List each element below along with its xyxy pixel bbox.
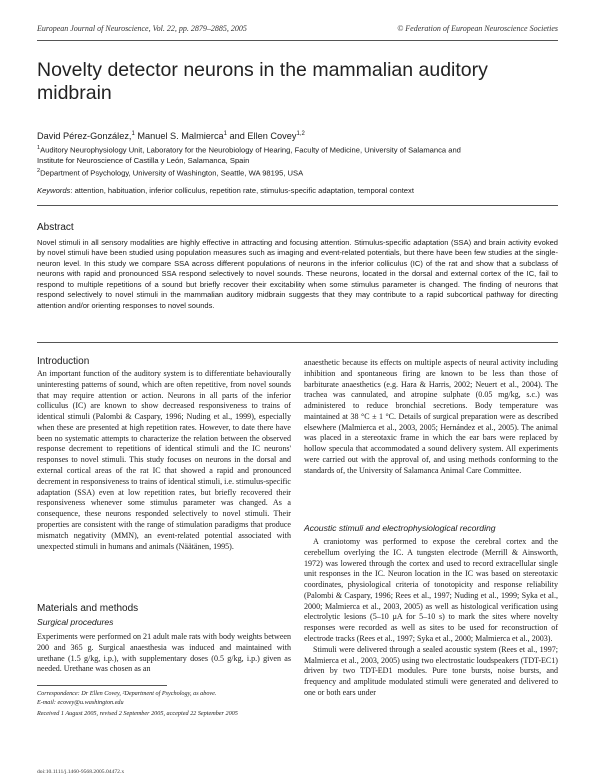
header-rule	[37, 40, 558, 41]
footnotes	[37, 690, 291, 719]
surgical-procedures-text	[37, 632, 291, 675]
abstract-rule	[37, 342, 558, 343]
acoustic-stimuli-text	[304, 537, 558, 699]
keywords-label: Keywords	[37, 186, 71, 195]
author-2-affil: 1	[223, 131, 227, 137]
author-2: Manuel S. Malmierca	[134, 131, 224, 142]
anaesthesia-paragraph: anaesthetic because its effects on multiple aspects of neural activity including inhibition and spontaneous firing are known to be less than those of barbiturate anaesthetics (e.g. Hara & Harris, 2002; Neuert et al., 2004). The trachea was cannulated, and atropine sulphate (0.05 mg/kg, s.c.) was administered to reduce bronchial secretions. Body temperature was maintained at 38 °C ± 1 °C. Details of surgical preparation were as described elsewhere (Malmierca et al., 2003, 2005; Hernández et al., 2005). The animal was placed in a stereotaxic frame in which the ear bars were replaced by hollow specula that accommodated a sound delivery system. All experiments were carried out with the approval of, and using methods conforming to the standards of, the University of Salamanca Animal Care Committee.	[304, 358, 558, 475]
affiliation-1	[37, 143, 557, 166]
craniotomy-paragraph: A craniotomy was performed to expose the cerebral cortex and the cerebellum overlying the IC. A tungsten electrode (Merrill & Ainsworth, 1972) was lowered through the cortex and used to record extracellular single unit responses in the IC. Neuron location in the IC was based on stereotaxic coordinates, physiological criteria of tonotopicity and response reliability (Palombi & Caspary, 1996; Rees et al., 1997; Nuding et al., 1999; Syka et al., 2000; Malmierca et al., 2003, 2005) as well as histological verification using electrolytic lesions (5–10 μA for 5–10 s) to mark the sites where novelty responses were recorded as well as sites to be used for reconstruction of electrode tracks (Rees et al., 1997; Syka et al., 2000; Malmierca et al., 2003).	[304, 537, 558, 644]
author-1-affil: 1	[131, 131, 135, 137]
doi: doi:10.1111/j.1460-9568.2005.04472.x	[37, 769, 125, 775]
affiliation-2-line-1: Department of Psychology, University of Washington, Seattle, WA 98195, USA	[40, 168, 304, 178]
affiliation-1-number: 1	[37, 145, 41, 151]
copyright-notice: © Federation of European Neuroscience Societies	[397, 24, 558, 33]
affiliation-1-line-1: Auditory Neurophysiology Unit, Laboratory for the Neurobiology of Hearing, Faculty of Medicine, University of Salamanca and	[40, 145, 461, 155]
title-line-1: Novelty detector neurons in the mammalian auditory	[37, 59, 488, 81]
running-head	[37, 24, 558, 36]
introduction-heading: Introduction	[37, 356, 90, 367]
introduction-text	[37, 369, 291, 552]
keywords	[37, 186, 557, 195]
abstract-heading: Abstract	[37, 222, 74, 233]
author-list	[37, 131, 557, 141]
footnote-rule	[37, 685, 167, 686]
abstract-text: Novel stimuli in all sensory modalities are highly effective in attracting and focusing attention. Stimulus-specific adaptation (SSA) and brain activity evoked by novel stimuli have been studied using population measures such as imaging and event-related potentials, but there have been few studies at the single-neuron level. In this study we compare SSA across different populations of neurons in the inferior colliculus (IC) of the rat and show that a subclass of neurons with rapid and pronounced SSA respond selectively to novel sounds. These neurons, located in the dorsal and external cortex of the IC, fail to respond to multiple repetitions of a sound but briefly recover their excitability when some stimulus parameter is changed. The finding of neurons that respond selectively to novel stimuli in the mammalian auditory midbrain suggests that they may contribute to a rapid subcortical pathway for directing attention and/or orienting responses to novel sounds.	[37, 238, 558, 310]
surgical-procedures-heading: Surgical procedures	[37, 617, 114, 627]
author-3-affil: 1,2	[296, 131, 305, 137]
surgical-paragraph: Experiments were performed on 21 adult male rats with body weights between 200 and 365 g. Surgical anaesthesia was induced and maintained with urethane (1.5 g/kg, i.p.), with supplementary doses (0.5 g/kg, i.p.) given as needed. Urethane was chosen as an	[37, 632, 291, 674]
correspondence-note: Correspondence: Dr Ellen Covey, ²Department of Psychology, as above.	[37, 690, 217, 697]
email-note: E-mail: ecovey@u.washington.edu	[37, 698, 124, 706]
acoustic-stimuli-heading: Acoustic stimuli and electrophysiological recording	[304, 523, 496, 533]
author-3: and Ellen Covey	[227, 131, 297, 142]
affiliation-2-number: 2	[37, 168, 41, 174]
stimuli-paragraph: Stimuli were delivered through a sealed acoustic system (Rees et al., 1997; Malmierca et al., 2003, 2005) using two electrostatic loudspeakers (TDT-EC1) driven by two TDT-ED1 modules. Pure tone bursts, noise bursts, and frequency and amplitude modulated stimuli were generated and delivered to one or both ears under	[304, 644, 558, 697]
affiliation-2	[37, 166, 557, 179]
keywords-text: : attention, habituation, inferior colliculus, repetition rate, stimulus-specific adaptation, temporal context	[70, 186, 414, 195]
article-title	[37, 59, 557, 105]
right-column-text	[304, 358, 558, 477]
author-1: David Pérez-González,	[37, 131, 132, 142]
received-dates: Received 1 August 2005, revised 2 September 2005, accepted 22 September 2005	[37, 710, 238, 717]
journal-citation: European Journal of Neuroscience, Vol. 22, pp. 2879–2885, 2005	[37, 24, 247, 33]
title-line-2: midbrain	[37, 82, 112, 104]
affiliation-1-line-2: Institute for Neuroscience of Castilla y León, Salamanca, Spain	[37, 155, 250, 165]
methods-heading: Materials and methods	[37, 603, 139, 614]
introduction-paragraph: An important function of the auditory system is to differentiate behaviourally uninteresting patterns of sound, which are often repetitive, from novel sounds that may require attention or action. Neurons in all parts of the inferior colliculus (IC) are known to show decreased responsiveness to trains of identical stimuli (Palombi & Caspary, 1996; Nuding et al., 1999), especially when these are presented at high repetition rates. However, to date there have been no systematic attempts to characterize the relation between the observed response decrement to repetitions of identical stimuli and the IC neurons' responses to novel stimuli. This study focuses on neurons in the dorsal and external cortical areas of the rat IC that showed a rapid and pronounced decrement in responsiveness to trains of identical stimuli, i.e. stimulus-specific adaptation (SSA) even at low repetition rates, but briefly recovered their responsiveness whenever some stimulus parameter was changed. As a consequence, these neurons responded selectively to novel stimuli. Their properties are consistent with the range of stimulation paradigms that produce mismatch negativity (MMN), an event-related potential associated with unexpected stimuli in humans and animals (Näätänen, 1995).	[37, 369, 291, 551]
keywords-rule	[37, 205, 558, 206]
